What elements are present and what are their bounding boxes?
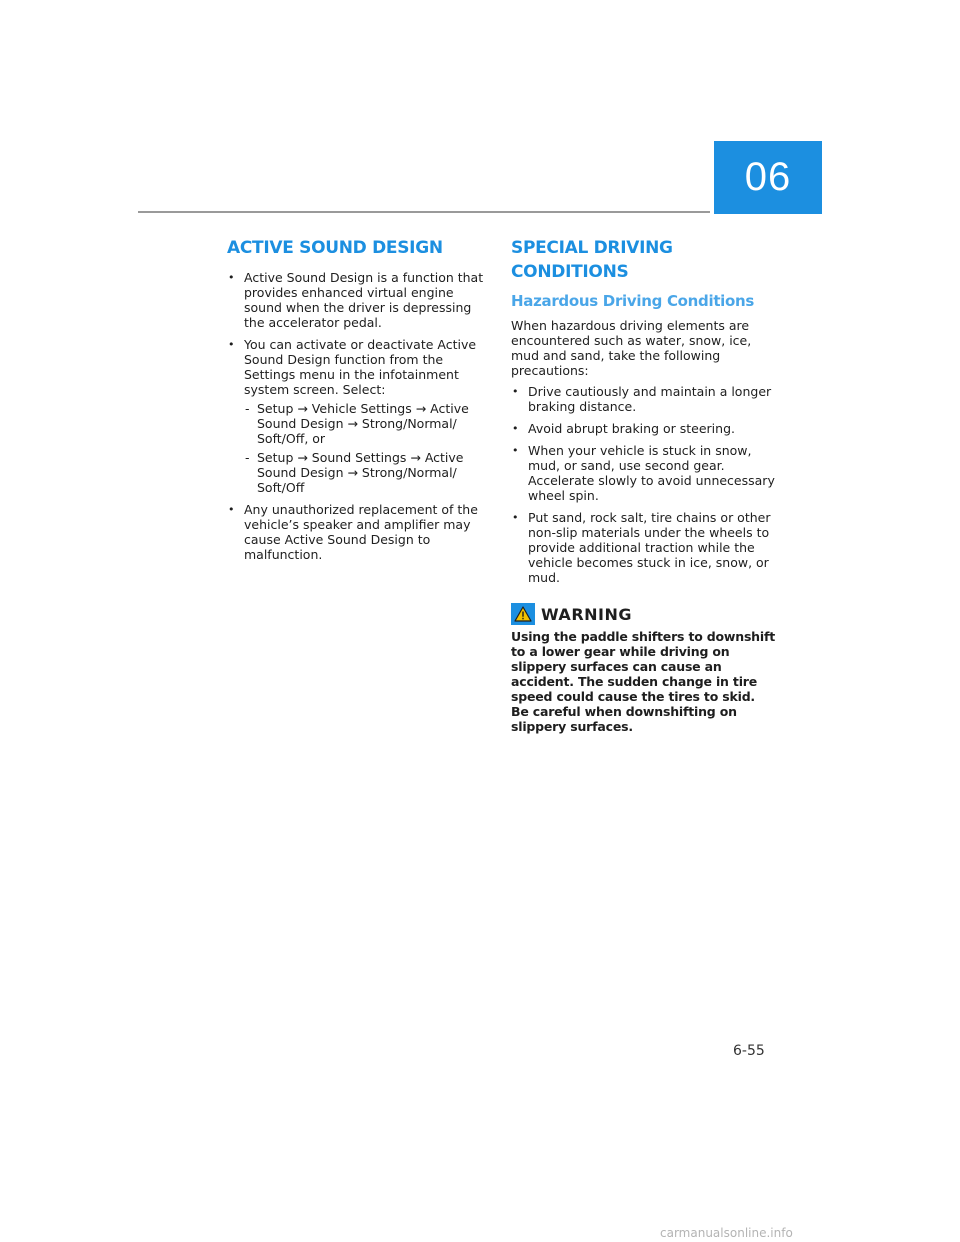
intro-paragraph: When hazardous driving elements are encountered such as water, snow, ice, mud and sand, take the following precautions:: [511, 318, 752, 378]
warning-title: WARNING: [541, 604, 632, 624]
bullet-text: Any unauthorized replacement of the vehicle’s speaker and amplifier may cause Active Sound Design to malfunction.: [244, 502, 478, 562]
left-column: [227, 236, 487, 569]
chapter-tab: [714, 141, 822, 214]
settings-path-list: [244, 401, 487, 495]
asd-bullet-list: [227, 270, 487, 562]
page-number: 6-55: [733, 1043, 765, 1059]
section-heading-special-driving: SPECIAL DRIVING CONDITIONS: [511, 238, 673, 282]
warning-header: [511, 603, 776, 625]
right-column: [511, 236, 776, 734]
bullet-item: • When your vehicle is stuck in snow, mud, or sand, use second gear. Accelerate slowly to avoid unnecessary wheel spin.: [511, 443, 776, 503]
section-heading-active-sound-design: ACTIVE SOUND DESIGN: [227, 238, 443, 258]
bullet-item: • Avoid abrupt braking or steering.: [511, 421, 776, 436]
bullet-item: [227, 337, 487, 495]
settings-path-item: - Setup → Sound Settings → Active Sound Design → Strong/Normal/ Soft/Off: [244, 450, 487, 495]
watermark: carmanualsonline.info: [660, 1226, 793, 1240]
chapter-number: 06: [744, 155, 792, 199]
hazard-bullet-list: [511, 384, 776, 585]
settings-path-item: - Setup → Vehicle Settings → Active Sound Design → Strong/Normal/ Soft/Off, or: [244, 401, 487, 446]
bullet-text: Active Sound Design is a function that provides enhanced virtual engine sound when the driver is depressing the accelerator pedal.: [244, 270, 484, 330]
warning-triangle-icon: [511, 603, 535, 625]
subheading-hazardous-driving: Hazardous Driving Conditions: [511, 292, 755, 310]
warning-text: Using the paddle shifters to downshift to a lower gear while driving on slippery surfaces can cause an accident. The sudden change in tire speed could cause the tires to skid. Be careful when downshifting on slippery surfaces.: [511, 629, 775, 734]
bullet-item: • Drive cautiously and maintain a longer braking distance.: [511, 384, 776, 414]
bullet-text: You can activate or deactivate Active Sound Design function from the Settings menu in the infotainment system screen. Select:: [244, 337, 477, 397]
header-rule: [138, 211, 710, 213]
bullet-item: [227, 270, 487, 330]
bullet-item: • Put sand, rock salt, tire chains or other non-slip materials under the wheels to provide additional traction while the vehicle becomes stuck in ice, snow, or mud.: [511, 510, 776, 585]
bullet-item: [227, 502, 487, 562]
